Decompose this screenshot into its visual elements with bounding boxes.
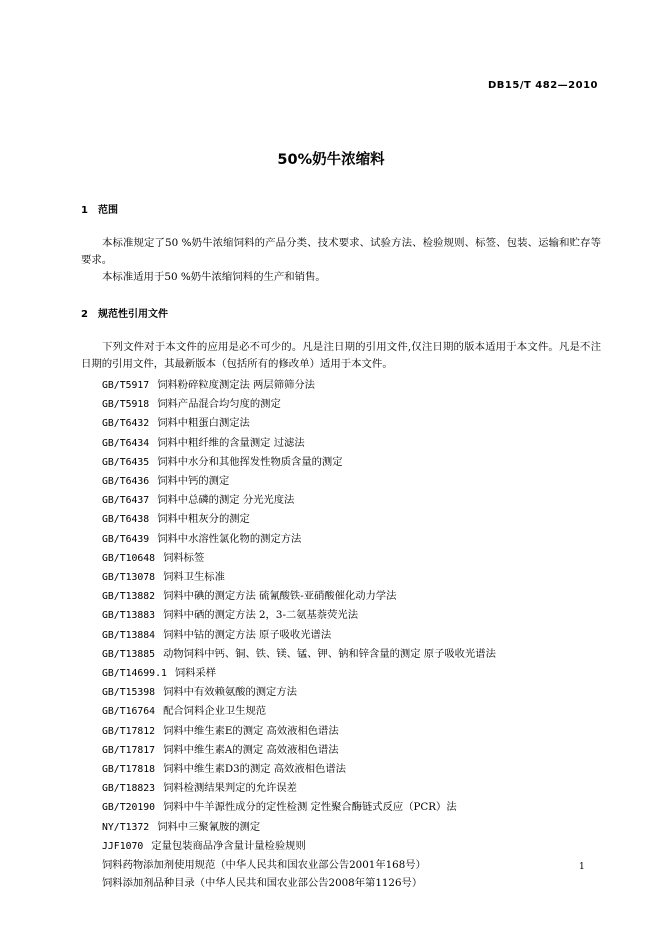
reference-code: GB/T6436 (102, 476, 150, 488)
reference-title: 饲料中水分和其他挥发性物质含量的测定 (157, 455, 343, 468)
scope-paragraph-1: 本标准规定了50 %奶牛浓缩饲料的产品分类、技术要求、试验方法、检验规则、标签、包装、运输和贮存等要求。 (81, 237, 601, 266)
reference-code: GB/T17812 (102, 725, 156, 737)
reference-code: GB/T13885 (102, 648, 156, 660)
reference-title: 动物饲料中钙、铜、铁、镁、锰、钾、钠和锌含量的测定 原子吸收光谱法 (163, 647, 496, 660)
reference-code: GB/T6432 (102, 418, 150, 430)
reference-title: 饲料中维生素A的测定 高效液相色谱法 (163, 743, 339, 756)
reference-title: 饲料中牛羊源性成分的定性检测 定性聚合酶链式反应（PCR）法 (163, 801, 457, 814)
reference-title: 饲料中硒的测定方法 2，3-二氨基萘荧光法 (163, 609, 358, 622)
reference-item (102, 702, 496, 721)
reference-item (102, 741, 496, 760)
reference-item (102, 626, 496, 645)
page-number: 1 (579, 862, 585, 872)
reference-code: GB/T13883 (102, 610, 156, 622)
reference-title: 饲料采样 (174, 667, 217, 680)
reference-item (102, 818, 496, 837)
reference-title: 饲料粉碎粒度测定法 两层筛筛分法 (157, 379, 315, 391)
reference-code: JJF1070 (102, 840, 144, 852)
reference-title: 饲料中水溶性氯化物的测定方法 (157, 532, 302, 545)
reference-item (102, 395, 496, 414)
reference-code: GB/T15398 (102, 687, 156, 699)
reference-item (102, 434, 496, 453)
reference-item (102, 491, 496, 510)
section-title: 规范性引用文件 (98, 309, 168, 320)
reference-title: 饲料中粗灰分的测定 (157, 513, 250, 526)
reference-item (102, 587, 496, 606)
reference-item (102, 664, 496, 683)
reference-title: 饲料产品混合均匀度的测定 (157, 398, 281, 411)
reference-item (102, 645, 496, 664)
section-number: 1 (81, 205, 88, 216)
reference-code: GB/T6438 (102, 514, 150, 526)
reference-title: 饲料中总磷的测定 分光光度法 (157, 494, 295, 507)
reference-code: GB/T17817 (102, 744, 156, 756)
scope-paragraph-2: 本标准适用于50 %奶牛浓缩饲料的生产和销售。 (102, 271, 326, 283)
reference-code: GB/T17818 (102, 764, 156, 776)
reference-code: GB/T5918 (102, 399, 150, 411)
reference-item (102, 453, 496, 472)
reference-title: 饲料中维生素E的测定 高效液相色谱法 (163, 724, 339, 737)
reference-title: 定量包装商品净含量计量检验规则 (151, 839, 306, 852)
reference-item (102, 510, 496, 529)
reference-code: GB/T13884 (102, 629, 156, 641)
reference-item (102, 568, 496, 587)
reference-title: 饲料卫生标准 (163, 571, 225, 584)
reference-code: GB/T5917 (102, 380, 150, 391)
reference-title: 饲料标签 (163, 551, 205, 564)
section-title: 范围 (98, 205, 118, 216)
reference-title: 饲料中粗蛋白测定法 (157, 417, 250, 430)
reference-code: GB/T20190 (102, 802, 156, 814)
reference-title: 饲料检测结果判定的允许误差 (163, 782, 297, 795)
section-heading-normative-references (81, 305, 168, 320)
reference-code: GB/T6434 (102, 437, 150, 449)
reference-title: 饲料添加剂品种目录（中华人民共和国农业部公告2008年第1126号） (102, 877, 423, 890)
reference-item (102, 874, 496, 892)
section-heading-scope (81, 201, 118, 216)
reference-title: 饲料中粗纤维的含量测定 过滤法 (157, 436, 305, 449)
reference-code: GB/T10648 (102, 552, 156, 564)
reference-code: GB/T13078 (102, 572, 156, 584)
reference-item (102, 779, 496, 798)
section-number: 2 (81, 309, 88, 320)
reference-list (102, 376, 496, 892)
reference-item (102, 722, 496, 741)
reference-code: NY/T1372 (102, 821, 150, 833)
reference-item (102, 798, 496, 817)
reference-item (102, 856, 496, 874)
reference-item (102, 760, 496, 779)
references-intro-paragraph: 下列文件对于本文件的应用是必不可少的。凡是注日期的引用文件,仅注日期的版本适用于本文件。凡是不注日期的引用文件，其最新版本（包括所有的修改单）适用于本文件。 (81, 341, 601, 370)
reference-item (102, 376, 496, 395)
reference-item (102, 683, 496, 702)
reference-code: GB/T6435 (102, 456, 150, 468)
reference-item (102, 530, 496, 549)
reference-title: 饲料中三聚氰胺的测定 (157, 820, 261, 833)
reference-item (102, 606, 496, 625)
reference-item (102, 414, 496, 433)
reference-title: 饲料中有效赖氨酸的测定方法 (163, 686, 297, 699)
reference-code: GB/T16764 (102, 706, 156, 718)
reference-title: 配合饲料企业卫生规范 (163, 705, 267, 718)
standard-code: DB15/T 482—2010 (488, 80, 598, 91)
document-title: 50%奶牛浓缩料 (277, 152, 385, 168)
reference-title: 饲料中钴的测定方法 原子吸收光谱法 (163, 628, 332, 641)
reference-item (102, 472, 496, 491)
reference-code: GB/T18823 (102, 783, 156, 795)
reference-code: GB/T14699.1 (102, 668, 167, 680)
reference-item (102, 549, 496, 568)
reference-code: GB/T13882 (102, 591, 156, 603)
reference-title: 饲料中碘的测定方法 硫氰酸铁-亚硝酸催化动力学法 (163, 590, 397, 603)
reference-item (102, 837, 496, 856)
reference-code: GB/T6439 (102, 533, 150, 545)
reference-title: 饲料中维生素D3的测定 高效液相色谱法 (163, 763, 346, 776)
reference-title: 饲料药物添加剂使用规范（中华人民共和国农业部公告2001年168号） (102, 859, 426, 872)
reference-code: GB/T6437 (102, 495, 150, 507)
reference-title: 饲料中钙的测定 (157, 475, 230, 488)
